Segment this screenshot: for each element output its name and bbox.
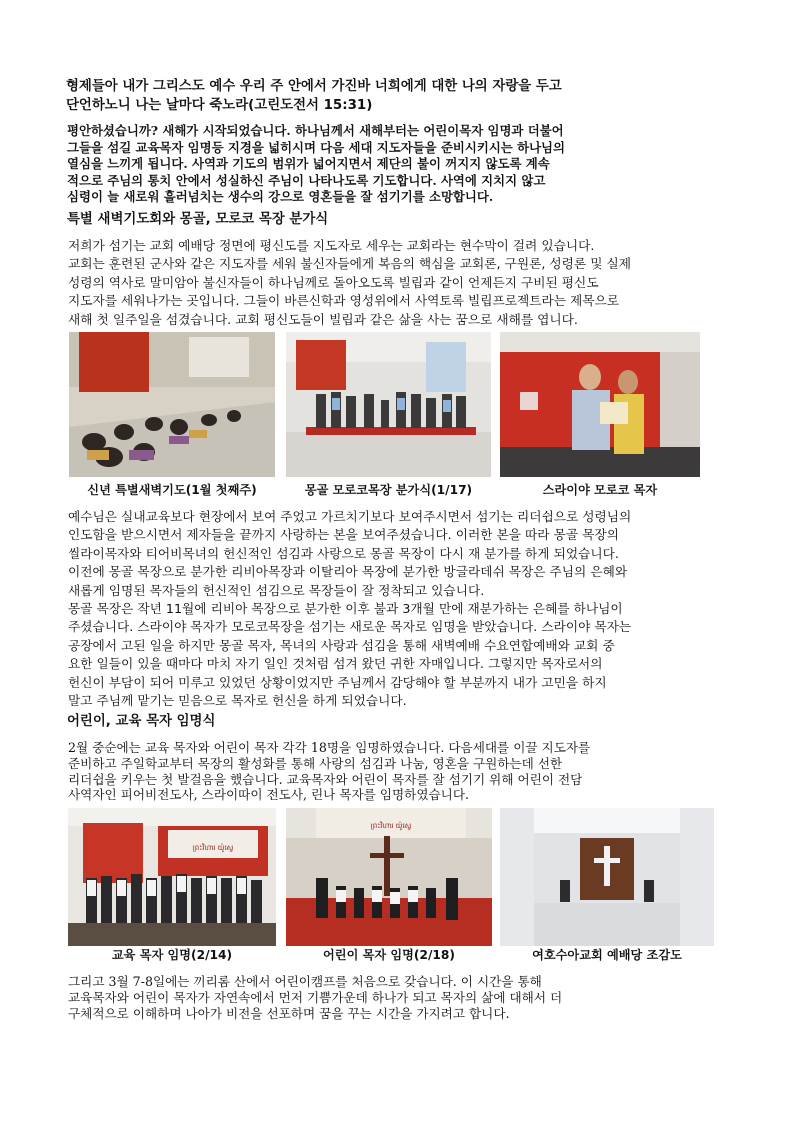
s1p2-line-5: 새롭게 임명된 목자들의 헌신적인 섬김으로 목장들이 잘 정착되고 있습니다. xyxy=(68,582,485,598)
s1p2-line-10: 헌신이 부담이 되어 미루고 있었던 상황이었지만 주님께서 감당해야 할 부분까지 내가 고민을 하지 xyxy=(68,674,607,690)
photo-children-leaders xyxy=(286,808,492,946)
photo-mongol-division xyxy=(286,332,491,477)
s1-line-1: 저희가 섬기는 교회 예배당 정면에 평신도를 지도자로 세우는 교회라는 현수막이 걸려 있습니다. xyxy=(68,238,595,253)
s1p2-line-1: 예수님은 실내교육보다 현장에서 보여 주었고 가르치기보다 보여주시면서 섬기는 리더쉽으로 성령님의 xyxy=(68,509,632,524)
caption-morocco-leader: 스라이야 모로코 목자 xyxy=(542,483,658,497)
section-heading-children-leaders: 어린이, 교육 목자 임명식 xyxy=(67,714,216,729)
s1p2-line-3: 씰라이목자와 티어비목녀의 헌신적인 섬김과 사랑으로 몽골 목장이 다시 재 분가를 하게 되었습니다. xyxy=(68,545,619,561)
s1-line-3: 성령의 역사로 말미암아 불신자들이 하나님께로 돌아오도록 빌립과 같이 언제든지 구비된 평신도 xyxy=(68,274,599,290)
caption-children-leaders: 어린이 목자 임명(2/18) xyxy=(323,948,455,962)
s1p2-line-7: 주셨습니다. 스라이야 목자가 모로코목장을 섬기는 새로운 목자로 임명을 받았습니다. 스라이야 목자는 xyxy=(68,619,632,635)
photo-morocco-leader xyxy=(500,332,700,477)
caption-mongol-division: 몽골 모로코목장 분가식(1/17) xyxy=(304,483,473,497)
section1-paragraph xyxy=(68,237,631,329)
section1-paragraph-2 xyxy=(68,508,631,710)
intro-paragraph xyxy=(67,123,565,206)
intro-line-2: 그들을 섬길 교육목자 임명등 지경을 넓히시며 다음 세대 지도자들을 준비시키시는 하나님의 xyxy=(67,139,565,155)
s1p2-line-11: 말고 주님께 맡기는 믿음으로 목자로 헌신을 하게 되었습니다. xyxy=(68,693,407,709)
photo-early-prayer xyxy=(69,332,275,477)
caption-church-interior: 여호수아교회 예배당 조감도 xyxy=(532,948,682,962)
s1p2-line-6: 몽골 목장은 작년 11월에 리비아 목장으로 분가한 이후 불과 3개월 만에 재분가하는 은혜를 하나님이 xyxy=(68,601,623,617)
photo-education-leaders xyxy=(68,808,276,946)
s1p2-line-2: 인도함을 받으시면서 제자들을 끝까지 사랑하는 본을 보여주셨습니다. 이러한 본을 따라 몽골 목장의 xyxy=(68,527,619,543)
caption-early-prayer: 신년 특별새벽기도(1월 첫째주) xyxy=(87,483,257,497)
photo-church-interior xyxy=(500,808,714,946)
intro-line-1: 평안하셨습니까? 새해가 시작되었습니다. 하나님께서 새해부터는 어린이목자 임명과 더불어 xyxy=(67,123,564,138)
intro-line-3: 열심을 느끼게 됩니다. 사역과 기도의 범위가 넓어지면서 제단의 불이 꺼지지 않도록 계속 xyxy=(67,156,550,172)
intro-line-4: 적으로 주님의 통치 안에서 성실하신 주님이 나타나도록 기도합니다. 사역에 지치지 않고 xyxy=(67,172,546,188)
s1p2-line-8: 공장에서 고된 일을 하지만 몽골 목자, 목녀의 사랑과 섬김을 통해 새벽예배 수요연합예배와 교회 중 xyxy=(68,637,615,653)
s1-line-5: 새해 첫 일주일을 섬겼습니다. 교회 평신도들이 빌립과 같은 삶을 사는 꿈으로 새해를 엽니다. xyxy=(68,311,578,327)
s2-line-3: 리더쉽을 키우는 첫 발걸음을 했습니다. 교육목자와 어린이 목자를 잘 섬기기 위해 어린이 전담 xyxy=(68,771,583,787)
s2-line-1: 2월 중순에는 교육 목자와 어린이 목자 각각 18명을 임명하였습니다. 다음세대를 이끌 지도자를 xyxy=(68,740,591,755)
caption-education-leaders: 교육 목자 임명(2/14) xyxy=(111,948,233,962)
s1p2-line-4: 이전에 몽골 목장으로 분가한 리비아목장과 이탈리아 목장에 분가한 방글라데쉬 목장은 주님의 은혜와 xyxy=(68,564,628,580)
section2-paragraph-2 xyxy=(68,974,562,1021)
bible-verse xyxy=(66,77,562,115)
section-heading-early-prayer: 특별 새벽기도회와 몽골, 모로코 목장 분가식 xyxy=(67,212,329,227)
s1-line-2: 교회는 훈련된 군사와 같은 지도자를 세워 불신자들에게 복음의 핵심을 교회론, 구원론, 성령론 및 실제 xyxy=(68,256,631,272)
s2p2-line-2: 교육목자와 어린이 목자가 자연속에서 먼저 기쁨가운데 하나가 되고 목자의 삶에 대해서 더 xyxy=(68,989,563,1005)
banner-khmer-text-2: ព្រះវិហារ យ៉ូស្វេ xyxy=(370,822,412,830)
s2p2-line-3: 구체적으로 이해하며 나아가 비전을 선포하며 꿈을 꾸는 시간을 가지려고 합니다. xyxy=(68,1005,510,1021)
section2-paragraph xyxy=(68,740,590,803)
verse-line-1: 형제들아 내가 그리스도 예수 우리 주 안에서 가진바 너희에게 대한 나의 자랑을 두고 xyxy=(66,79,562,94)
s2p2-line-1: 그리고 3월 7-8일에는 끼리롬 산에서 어린이캠프를 처음으로 갖습니다. 이 시간을 통해 xyxy=(68,974,542,989)
s1-line-4: 지도자를 세워나가는 곳입니다. 그들이 바른신학과 영성위에서 사역토록 빌립프로젝트라는 제목으로 xyxy=(68,293,620,309)
intro-line-5: 심령이 늘 새로워 흘러넘치는 생수의 강으로 영혼들을 잘 섬기기를 소망합니다. xyxy=(67,189,494,205)
s2-line-4: 사역자인 피어비전도사, 스라이따이 전도사, 린나 목자를 임명하였습니다. xyxy=(68,787,469,803)
s1p2-line-9: 요한 일들이 있을 때마다 마치 자기 일인 것처럼 섬겨 왔던 귀한 자매입니다. 그렇지만 목자로서의 xyxy=(68,656,603,672)
s2-line-2: 준비하고 주일학교부터 목장의 활성화를 통해 사랑의 섬김과 나눔, 영혼을 구원하는데 선한 xyxy=(68,755,563,771)
verse-line-2: 단언하노니 나는 날마다 죽노라(고린도전서 15:31) xyxy=(66,98,373,113)
banner-khmer-text: ព្រះវិហារ យ៉ូស្វេ xyxy=(192,844,234,852)
